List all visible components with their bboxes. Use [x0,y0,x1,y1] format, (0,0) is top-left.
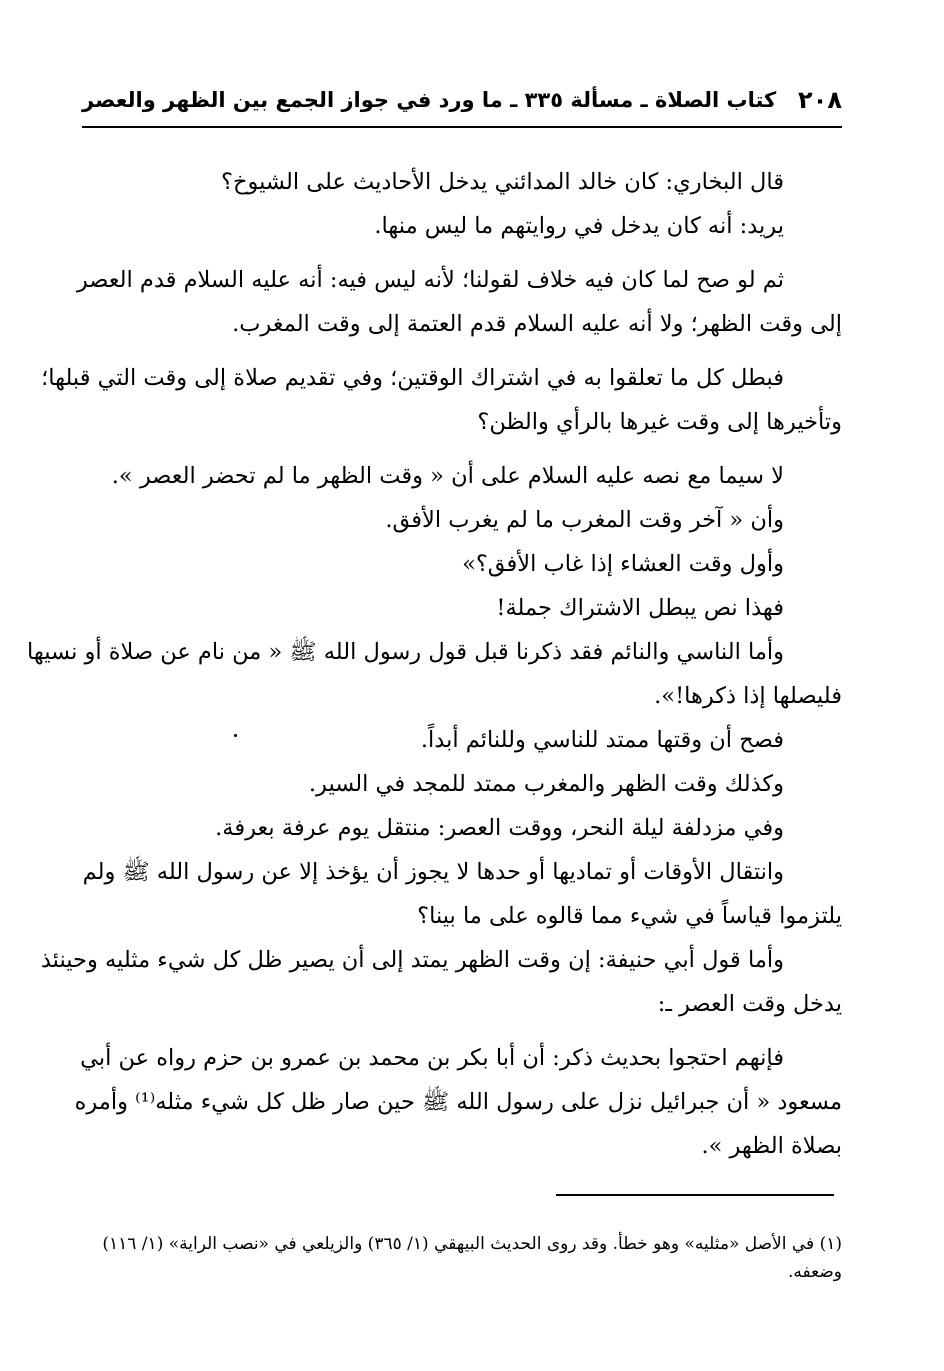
text-line: فبطل كل ما تعلقوا به في اشتراك الوقتين؛ وفي تقديم صلاة إلى وقت التي قبلها؛ [41,365,784,391]
text-line: فصح أن وقتها ممتد للناسي وللنائم أبداً. [420,727,784,753]
footnote-separator [556,1194,834,1196]
running-title: كتاب الصلاة ـ مسألة ٣٣٥ ـ ما ورد في جواز الجمع بين الظهر والعصر [82,88,777,112]
footnotes [82,1230,842,1286]
text-line: فإنهم احتجوا بحديث ذكر: أن أبا بكر بن محمد بن عمرو بن حزم رواه عن أبي [80,1045,784,1071]
footnote-line: وضعفه. [788,1262,842,1282]
text-line: وكذلك وقت الظهر والمغرب ممتد للمجد في السير. [308,771,784,797]
footnote-line: (١) في الأصل «مثليه» وهو خطأ. وقد روى الحديث البيهقي (١/ ٣٦٥) والزيلعي في «نصب الراية» (١/ ١١٦) [102,1234,842,1254]
page-number: ٢٠٨ [798,86,842,114]
text-line: فهذا نص يبطل الاشتراك جملة! [496,595,784,621]
text-line: وأن « آخر وقت المغرب ما لم يغرب الأفق. [385,507,784,533]
text-line: وانتقال الأوقات أو تماديها أو حدها لا يجوز أن يؤخذ إلا عن رسول الله ﷺ ولم [82,859,784,885]
text-line: وفي مزدلفة ليلة النحر، ووقت العصر: منتقل يوم عرفة بعرفة. [215,815,784,841]
text-line: وتأخيرها إلى وقت غيرها بالرأي والظن؟ [477,409,842,435]
text-line: يلتزموا قياساً في شيء مما قالوه على ما بينا؟ [417,903,842,929]
main-text [26,160,842,1168]
text-line: وأما قول أبي حنيفة: إن وقت الظهر يمتد إلى أن يصير ظل كل شيء مثليه وحينئذ [40,947,784,973]
text-line: وأول وقت العشاء إذا غاب الأفق؟» [462,551,784,577]
text-line: يدخل وقت العصر ـ: [657,991,842,1017]
text-line: ثم لو صح لما كان فيه خلاف لقولنا؛ لأنه ليس فيه: أنه عليه السلام قدم العصر [76,267,784,293]
text-line: وأما الناسي والنائم فقد ذكرنا قبل قول رسول الله ﷺ « من نام عن صلاة أو نسيها [26,639,784,665]
page-header [82,86,842,128]
text-line: فليصلها إذا ذكرها!». [654,683,842,709]
text-line: بصلاة الظهر ». [701,1133,842,1159]
text-line: لا سيما مع نصه عليه السلام على أن « وقت الظهر ما لم تحضر العصر ». [111,463,784,489]
stray-ink-dot [234,734,237,737]
text-line: يريد: أنه كان يدخل في روايتهم ما ليس منها. [374,213,784,239]
text-line: مسعود « أن جبرائيل نزل على رسول الله ﷺ حين صار ظل كل شيء مثله⁽¹⁾ وأمره [74,1089,842,1115]
text-line: قال البخاري: كان خالد المدائني يدخل الأحاديث على الشيوخ؟ [221,169,784,195]
text-line: إلى وقت الظهر؛ ولا أنه عليه السلام قدم العتمة إلى وقت المغرب. [232,311,842,337]
